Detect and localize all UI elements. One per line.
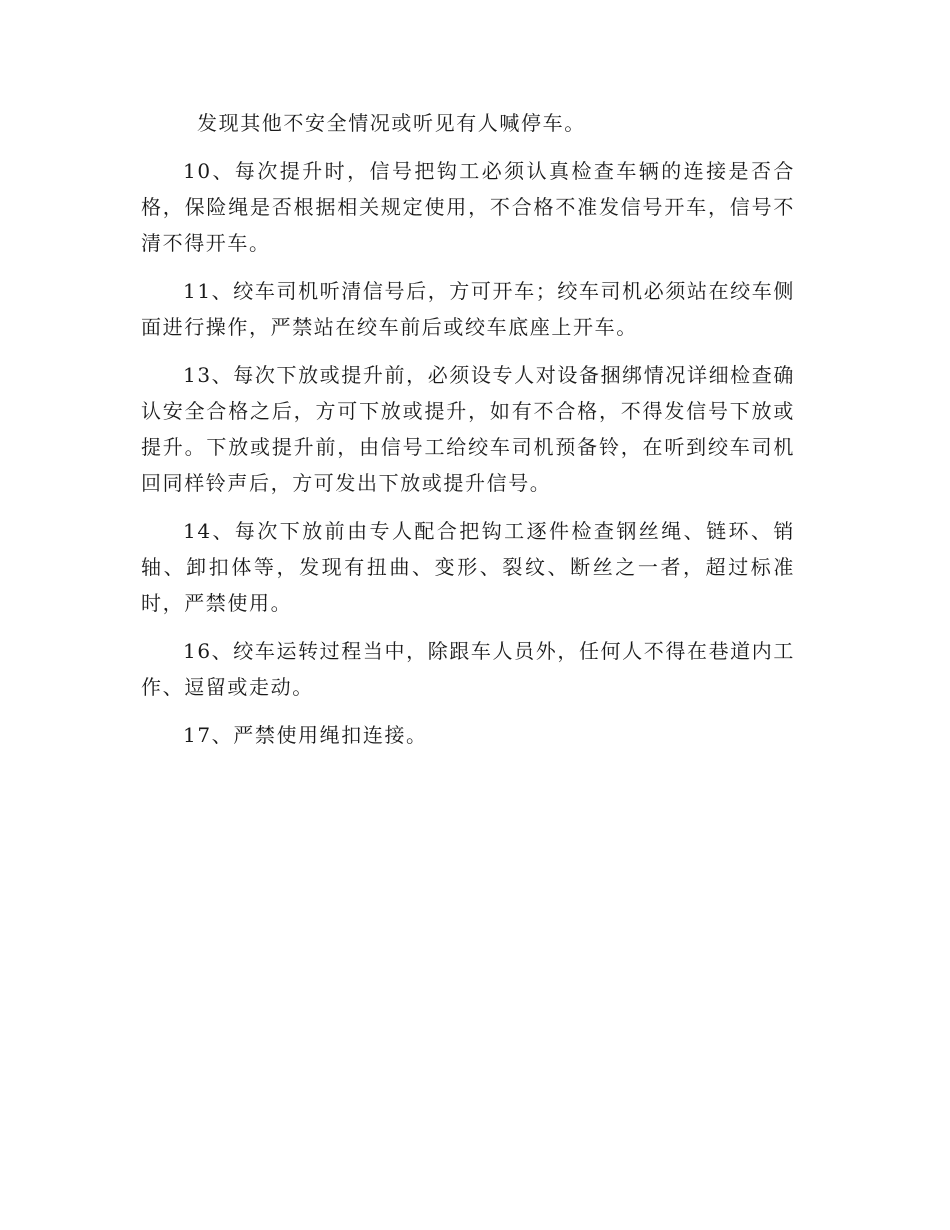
paragraph-item-16: 16、绞车运转过程当中，除跟车人员外，任何人不得在巷道内工作、逗留或走动。 bbox=[141, 639, 795, 699]
paragraph-item-10: 10、每次提升时，信号把钩工必须认真检查车辆的连接是否合格，保险绳是否根据相关规定使用，不合格不准发信号开车，信号不清不得开车。 bbox=[141, 159, 795, 255]
paragraph-item-11: 11、绞车司机听清信号后，方可开车；绞车司机必须站在绞车侧面进行操作，严禁站在绞车前后或绞车底座上开车。 bbox=[141, 279, 795, 339]
document-body bbox=[141, 105, 795, 765]
paragraph-item-17: 17、严禁使用绳扣连接。 bbox=[183, 723, 428, 747]
paragraph-item-13: 13、每次下放或提升前，必须设专人对设备捆绑情况详细检查确认安全合格之后，方可下放或提升，如有不合格，不得发信号下放或提升。下放或提升前，由信号工给绞车司机预备铃，在听到绞车司机回同样铃声后，方可发出下放或提升信号。 bbox=[141, 363, 795, 495]
paragraph-item-14: 14、每次下放前由专人配合把钩工逐件检查钢丝绳、链环、销轴、卸扣体等，发现有扭曲、变形、裂纹、断丝之一者，超过标准时，严禁使用。 bbox=[141, 519, 795, 615]
paragraph-continuation: 发现其他不安全情况或听见有人喊停车。 bbox=[197, 111, 586, 135]
